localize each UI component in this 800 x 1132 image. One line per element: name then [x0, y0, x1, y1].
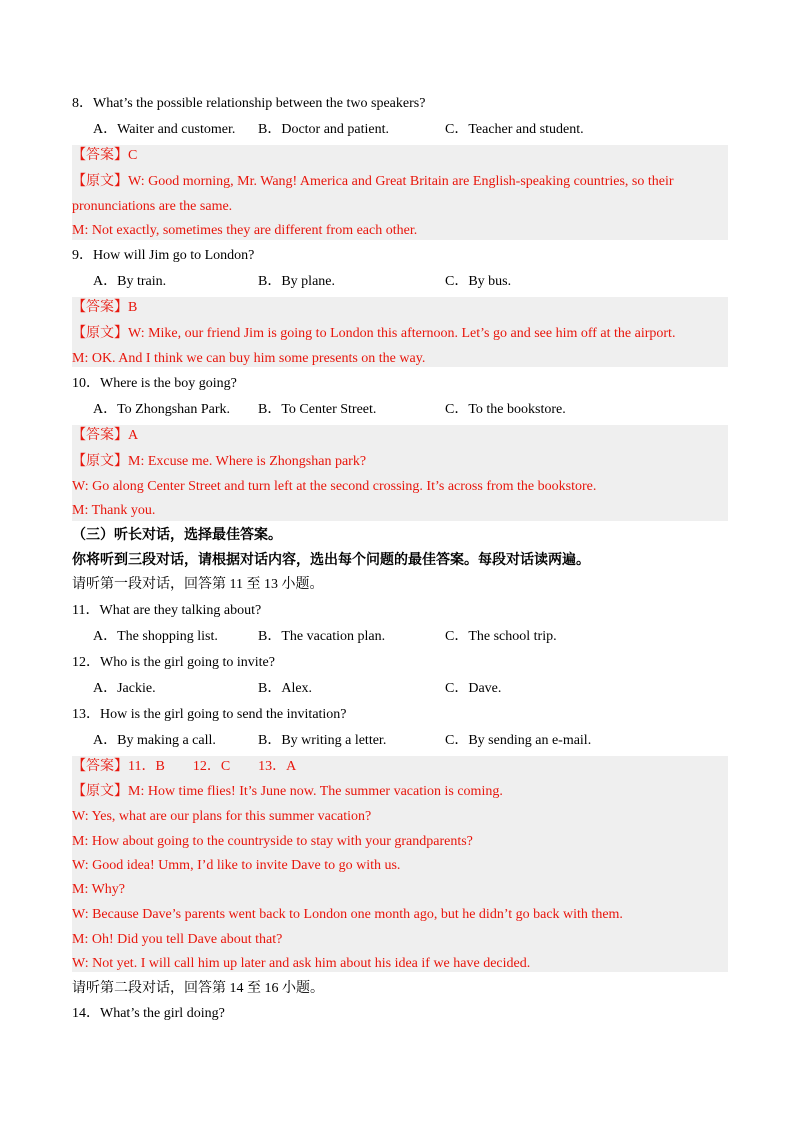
q11-13-transcript-line: 【原文】M: How time flies! It’s June now. The summer vacation is coming. — [72, 784, 503, 799]
q8-transcript-line: 【原文】W: Good morning, Mr. Wang! America and Great Britain are English-speaking countries, so their — [72, 174, 674, 189]
q9-option-b: B．By plane. — [258, 274, 335, 289]
question-11: 11．What are they talking about? — [72, 603, 262, 618]
dialog-1-intro: 请听第一段对话，回答第 11 至 13 小题。 — [72, 577, 324, 592]
q8-option-a: A．Waiter and customer. — [93, 122, 236, 137]
q10-option-c: C．To the bookstore. — [445, 402, 566, 417]
q13-option-a: A．By making a call. — [93, 733, 216, 748]
q11-option-c: C．The school trip. — [445, 629, 557, 644]
q8-transcript-line: pronunciations are the same. — [72, 199, 233, 214]
question-9: 9．How will Jim go to London? — [72, 248, 255, 263]
q11-13-answer: 【答案】11．B 12．C 13．A — [72, 759, 297, 774]
q11-13-transcript-line: W: Because Dave’s parents went back to London one month ago, but he didn’t go back with them. — [72, 907, 623, 922]
q9-option-a: A．By train. — [93, 274, 167, 289]
q11-option-a: A．The shopping list. — [93, 629, 218, 644]
q11-option-b: B．The vacation plan. — [258, 629, 386, 644]
q11-13-transcript-line: W: Good idea! Umm, I’d like to invite Dave to go with us. — [72, 858, 401, 873]
q11-13-transcript-line: M: How about going to the countryside to stay with your grandparents? — [72, 834, 473, 849]
q12-option-a: A．Jackie. — [93, 681, 156, 696]
q10-option-a: A．To Zhongshan Park. — [93, 402, 231, 417]
q13-option-b: B．By writing a letter. — [258, 733, 387, 748]
question-10: 10．Where is the boy going? — [72, 376, 237, 391]
dialog-2-intro: 请听第二段对话，回答第 14 至 16 小题。 — [72, 981, 324, 996]
q8-answer: 【答案】C — [72, 148, 138, 163]
question-13: 13．How is the girl going to send the invitation? — [72, 707, 347, 722]
q8-option-b: B．Doctor and patient. — [258, 122, 390, 137]
section-instruction: 你将听到三段对话，请根据对话内容，选出每个问题的最佳答案。每段对话读两遍。 — [72, 553, 590, 568]
q9-answer: 【答案】B — [72, 300, 138, 315]
question-12: 12．Who is the girl going to invite? — [72, 655, 275, 670]
question-8: 8．What’s the possible relationship between the two speakers? — [72, 96, 426, 111]
q9-option-c: C．By bus. — [445, 274, 512, 289]
section-heading: （三）听长对话，选择最佳答案。 — [72, 528, 282, 543]
q11-13-transcript-line: W: Not yet. I will call him up later and ask him about his idea if we have decided. — [72, 956, 531, 971]
q10-answer-block — [72, 425, 728, 521]
q10-option-b: B．To Center Street. — [258, 402, 377, 417]
question-14: 14．What’s the girl doing? — [72, 1006, 225, 1021]
q9-transcript-line: M: OK. And I think we can buy him some presents on the way. — [72, 351, 426, 366]
q10-transcript-line: M: Thank you. — [72, 503, 156, 518]
q8-transcript-line: M: Not exactly, sometimes they are different from each other. — [72, 223, 418, 238]
q12-option-c: C．Dave. — [445, 681, 502, 696]
q13-option-c: C．By sending an e-mail. — [445, 733, 592, 748]
q9-transcript-line: 【原文】W: Mike, our friend Jim is going to London this afternoon. Let’s go and see him off at the airport. — [72, 326, 676, 341]
q11-13-transcript-line: M: Oh! Did you tell Dave about that? — [72, 932, 283, 947]
q10-answer: 【答案】A — [72, 428, 139, 443]
q12-option-b: B．Alex. — [258, 681, 313, 696]
q10-transcript-line: 【原文】M: Excuse me. Where is Zhongshan park? — [72, 454, 367, 469]
q11-13-transcript-line: M: Why? — [72, 882, 126, 897]
q10-transcript-line: W: Go along Center Street and turn left at the second crossing. It’s across from the bookstore. — [72, 479, 597, 494]
q8-option-c: C．Teacher and student. — [445, 122, 584, 137]
q11-13-transcript-line: W: Yes, what are our plans for this summer vacation? — [72, 809, 372, 824]
